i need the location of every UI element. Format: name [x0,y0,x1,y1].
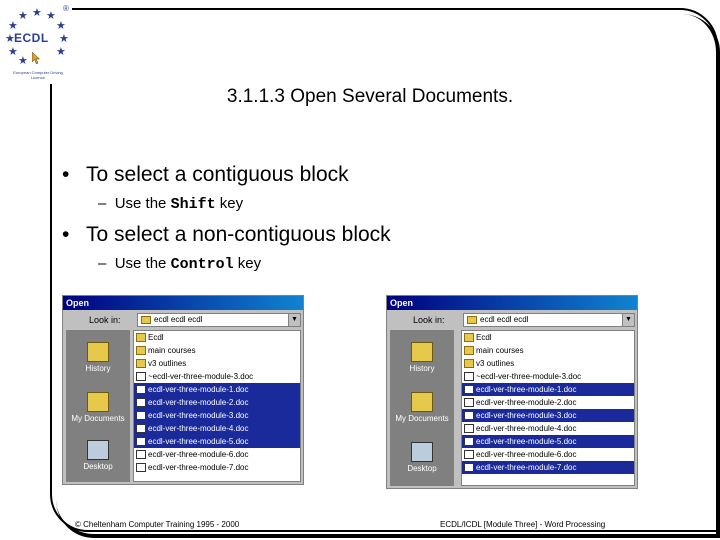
file-list-item[interactable] [462,435,634,448]
place-history[interactable]: History [66,342,130,373]
star-icon: ★ [18,10,28,22]
bullet-item [62,163,349,187]
document-icon [464,372,474,381]
file-name: ecdl-ver-three-module-5.doc [148,437,249,446]
look-in-label: Look in: [89,315,121,325]
ecdl-logo [2,2,72,84]
document-icon [136,372,146,381]
file-name: ecdl-ver-three-module-4.doc [476,424,577,433]
sub-bullet-item [98,255,261,273]
file-name: v3 outlines [148,359,187,368]
dialog-titlebar: Open [63,296,303,310]
file-list-item[interactable] [462,396,634,409]
folder-icon [464,346,474,355]
document-icon [464,411,474,420]
file-name: Ecdl [148,333,164,342]
file-list-item[interactable] [134,357,300,370]
chevron-down-icon[interactable]: ▼ [288,314,300,326]
file-name: ecdl-ver-three-module-6.doc [476,450,577,459]
file-name: ecdl-ver-three-module-2.doc [476,398,577,407]
file-list [133,330,301,482]
file-list-item[interactable] [462,448,634,461]
chevron-down-icon[interactable]: ▼ [622,314,634,326]
file-list-item[interactable] [462,344,634,357]
open-dialog-non-contiguous [386,295,638,489]
file-name: ecdl-ver-three-module-1.doc [148,385,249,394]
document-icon [464,385,474,394]
logo-text: ECDL [14,31,49,45]
file-list-item[interactable] [462,409,634,422]
file-list-item[interactable] [134,396,300,409]
file-list-item[interactable] [462,461,634,474]
document-icon [464,424,474,433]
sub-bullet-item [98,195,243,213]
look-in-value: ecdl ecdl ecdl [480,315,529,324]
desktop-icon [87,440,109,460]
footer-module: ECDL/ICDL [Module Three] - Word Processing [440,520,606,529]
sub-prefix: Use the [114,255,171,272]
my-documents-icon [411,392,433,412]
folder-icon [136,346,146,355]
file-name: main courses [476,346,524,355]
file-list-item[interactable] [134,409,300,422]
look-in-label: Look in: [413,315,445,325]
star-icon: ★ [8,46,18,58]
history-icon [87,342,109,362]
dialog-titlebar: Open [387,296,637,310]
document-icon [464,398,474,407]
open-dialog-contiguous [62,295,304,485]
folder-icon [467,316,477,324]
bullet-dot: • [62,223,70,246]
footer-copyright: © Cheltenham Computer Training 1995 - 2000 [75,520,240,529]
places-bar [390,330,454,486]
file-name: ecdl-ver-three-module-7.doc [148,463,249,472]
document-icon [464,450,474,459]
folder-icon [464,359,474,368]
star-icon: ★ [32,7,42,19]
sub-dash: – [98,195,107,212]
file-name: ecdl-ver-three-module-5.doc [476,437,577,446]
sub-suffix: key [233,255,262,272]
file-name: ecdl-ver-three-module-1.doc [476,385,577,394]
look-in-dropdown[interactable] [463,313,635,327]
folder-icon [136,359,146,368]
file-name: ecdl-ver-three-module-4.doc [148,424,249,433]
bullet-dot: • [62,163,70,186]
file-list-item[interactable] [462,370,634,383]
place-my-documents[interactable]: My Documents [66,392,130,423]
file-name: ecdl-ver-three-module-3.doc [148,411,249,420]
cursor-icon [32,52,40,64]
folder-icon [141,316,151,324]
bullet-text: To select a contiguous block [86,163,349,186]
place-history[interactable]: History [390,342,454,373]
file-name: ~ecdl-ver-three-module-3.doc [148,372,254,381]
file-list-item[interactable] [134,422,300,435]
folder-icon [136,333,146,342]
place-desktop[interactable]: Desktop [66,440,130,471]
file-list-item[interactable] [462,422,634,435]
file-name: v3 outlines [476,359,515,368]
file-list-item[interactable] [134,461,300,474]
document-icon [136,450,146,459]
document-icon [464,437,474,446]
star-icon: ★ [5,33,15,45]
key-name: Shift [170,196,216,213]
slide-title: 3.1.1.3 Open Several Documents. [226,86,514,107]
file-name: ~ecdl-ver-three-module-3.doc [476,372,582,381]
file-name: main courses [148,346,196,355]
file-list-item[interactable] [462,383,634,396]
file-list-item[interactable] [134,370,300,383]
document-icon [136,411,146,420]
file-list-item[interactable] [134,331,300,344]
star-icon: ★ [8,20,18,32]
star-icon: ★ [46,10,56,22]
file-list-item[interactable] [134,344,300,357]
document-icon [136,385,146,394]
star-icon: ★ [56,20,66,32]
star-icon: ★ [59,33,69,45]
sub-prefix: Use the [114,195,171,212]
file-list-item[interactable] [462,331,634,344]
document-icon [136,463,146,472]
sub-dash: – [98,255,107,272]
file-list-item[interactable] [134,435,300,448]
key-name: Control [170,256,234,273]
look-in-value: ecdl ecdl ecdl [154,315,203,324]
document-icon [136,398,146,407]
my-documents-icon [87,392,109,412]
file-name: ecdl-ver-three-module-7.doc [476,463,577,472]
file-name: ecdl-ver-three-module-3.doc [476,411,577,420]
file-name: ecdl-ver-three-module-6.doc [148,450,249,459]
registered-mark: ® [63,4,69,13]
file-list-item[interactable] [134,383,300,396]
place-my-documents[interactable]: My Documents [390,392,454,423]
desktop-icon [411,442,433,462]
place-desktop[interactable]: Desktop [390,442,454,473]
folder-icon [464,333,474,342]
document-icon [136,424,146,433]
star-icon: ★ [56,46,66,58]
bullet-item [62,223,391,247]
file-list-item[interactable] [134,448,300,461]
sub-suffix: key [215,195,244,212]
document-icon [136,437,146,446]
places-bar [66,330,130,482]
history-icon [411,342,433,362]
document-icon [464,463,474,472]
file-name: ecdl-ver-three-module-2.doc [148,398,249,407]
file-name: Ecdl [476,333,492,342]
logo-tagline: European Computer Driving Licence [13,70,63,80]
file-list-item[interactable] [462,357,634,370]
star-icon: ★ [18,55,28,67]
look-in-dropdown[interactable] [137,313,301,327]
bullet-text: To select a non-contiguous block [86,223,391,246]
file-list [461,330,635,486]
